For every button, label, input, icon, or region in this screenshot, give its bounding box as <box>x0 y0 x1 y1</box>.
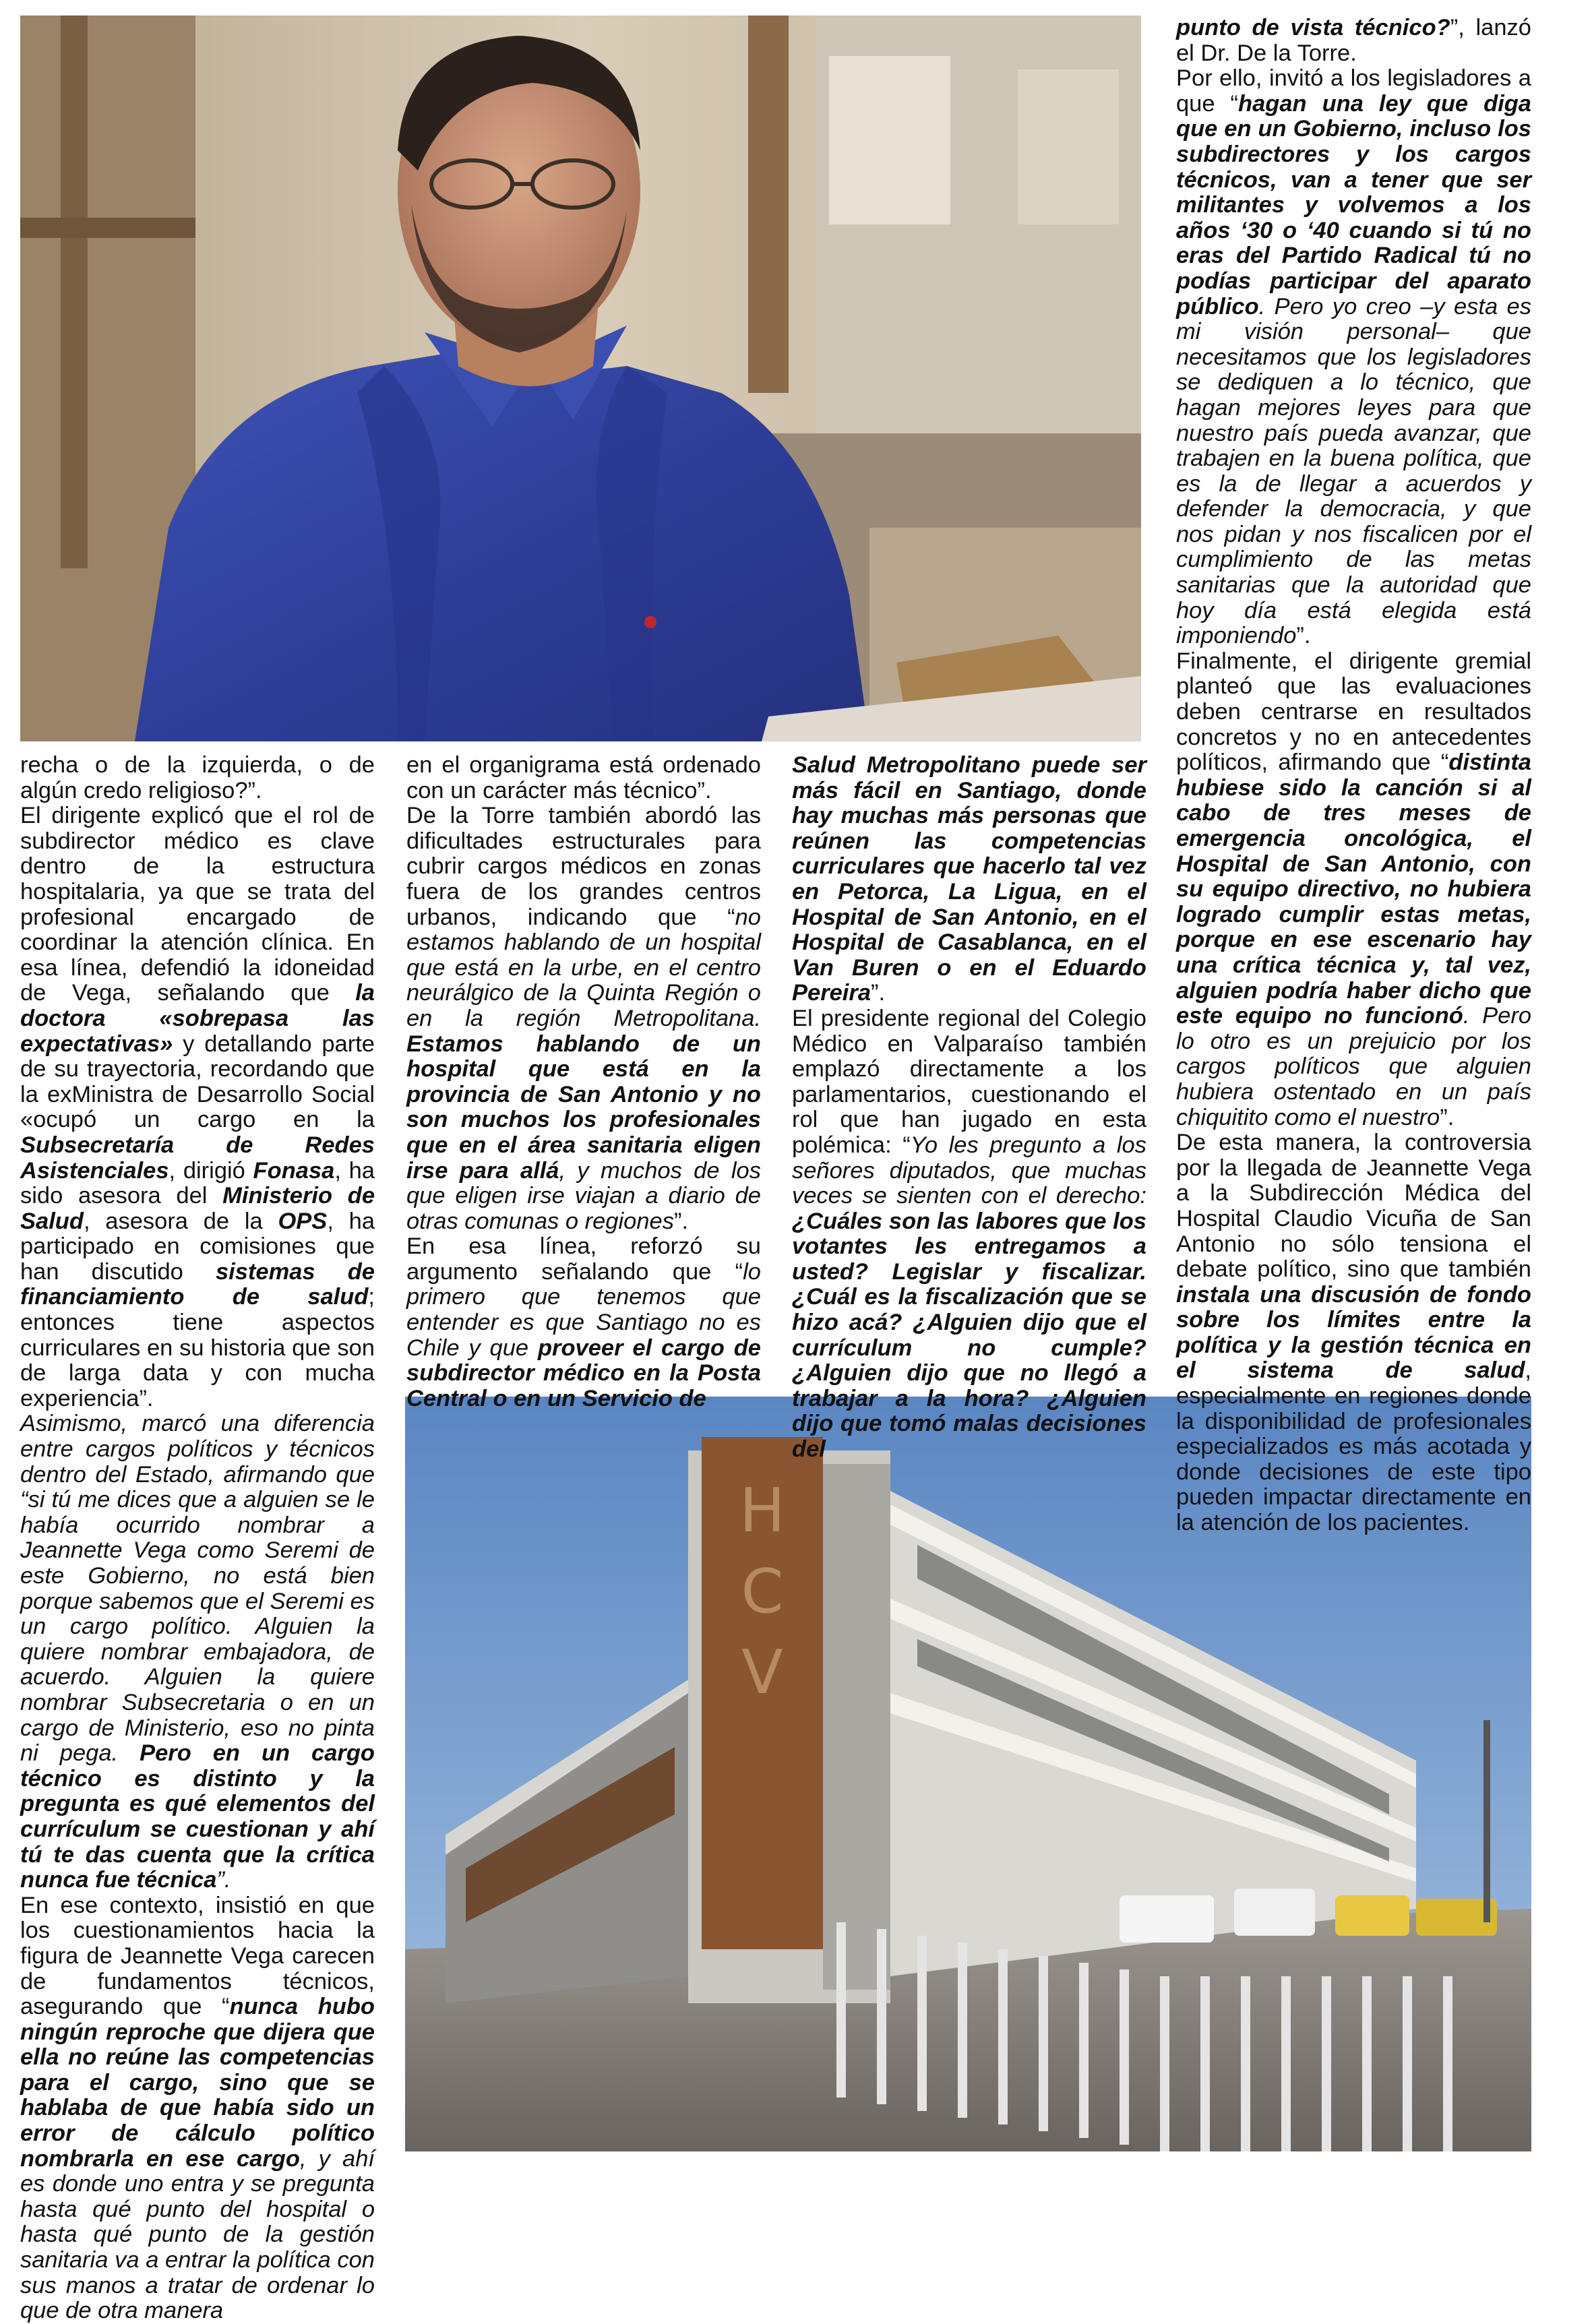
emphasis-text: Ministerio de Salud <box>20 1183 375 1234</box>
emphasis-text: distinta hubiese sido la canción si al cabo de tres meses de emergencia oncológica, el Hospital de San Antonio, con su equipo directivo, no hubiera logrado cumplir estas metas, porque en ese escenario hay una crítica técnica y, tal vez, alguien podría haber dicho que este equipo no funcionó <box>1176 750 1531 1029</box>
facade-letter-c: C <box>741 1556 784 1627</box>
body-text: De la Torre también abordó las dificultades estructurales para cubrir cargos médicos en zonas fuera de los grandes centros urbanos, indicando que “ <box>406 803 761 930</box>
body-text: En esa línea, reforzó su argumento señalando que “ <box>406 1233 761 1285</box>
emphasis-text: hagan una ley que diga que en un Gobierno, incluso los subdirectores y los cargos técnicos, van a tener que ser militantes y volvemos a los años ‘30 o ‘40 cuando si tú no eras del Partido Radical tú no podías participar del aparato público <box>1176 90 1531 319</box>
paragraph <box>1176 66 1531 649</box>
portrait-illustration <box>20 16 1141 741</box>
quote-text: no estamos hablando de un hospital que está en la urbe, en el centro neurálgico de la Quinta Región o en la región Metropolitana. <box>406 904 761 1031</box>
paragraph <box>406 1234 761 1411</box>
emphasis-text: nunca hubo ningún reproche que dijera que ella no reúne las competencias para el cargo, sino que se hablaba de que había sido un error de cálculo político nombrarla en ese cargo <box>20 1994 375 2172</box>
paragraph <box>406 803 761 1234</box>
paragraph <box>20 803 375 1411</box>
paragraph <box>20 1411 375 1893</box>
paragraph <box>20 753 375 803</box>
paragraph <box>406 753 761 803</box>
body-text: De esta manera, la controversia por la llegada de Jeannette Vega a la Subdirección Médica del Hospital Claudio Vicuña de San Antonio no sólo tensiona el debate político, sino que también <box>1176 1130 1531 1283</box>
emphasis-text: Fonasa <box>253 1157 335 1184</box>
body-text: El dirigente explicó que el rol de subdirector médico es clave dentro de la estructura hospitalaria, ya que se trata del profesional encargado de coordinar la atención clínica. En esa línea, defendió la idoneidad de Vega, señalando que <box>20 803 375 1006</box>
facade-letter-v: V <box>741 1637 783 1708</box>
text-column-4 <box>1176 16 1531 1536</box>
body-text: , ha sido asesora del <box>20 1157 375 1209</box>
quote-text: . Pero lo otro es un prejuicio por los cargos políticos que alguien hubiera ostentado en un país chiquitito como el nuestro <box>1176 1003 1532 1130</box>
quote-text: Asimismo, marcó una diferencia entre cargos políticos y técnicos dentro del Estado, afirmando que “si tú me dices que a alguien se le había ocurrido nombrar a Jeannette Vega como Seremi de este Gobierno, no está bien porque sabemos que el Seremi es un cargo político. Alguien la quiere nombrar embajadora, de acuerdo. Alguien la quiere nombrar Subsecretaria o en un cargo de Ministerio, eso no pinta ni pega. <box>20 1411 375 1767</box>
text-column-3 <box>792 753 1146 1463</box>
emphasis-text: Pero en un cargo técnico es distinto y la pregunta es qué elementos del currículum se cuestionan y ahí tú te das cuenta que la crítica nunca fue técnica <box>20 1740 375 1893</box>
facade-letter-h: H <box>739 1475 785 1546</box>
body-text: ; entonces tiene aspectos curriculares en su historia que son de larga data y con mucha experiencia”. <box>20 1284 375 1411</box>
emphasis-text: sistemas de financiamiento de salud <box>20 1258 375 1310</box>
body-text: Por ello, invitó a los legisladores a que “ <box>1176 65 1531 117</box>
body-text: , especialmente en regiones donde la disponibilidad de profesionales especializados es más acotada y donde decisiones de este tipo pueden impactar directamente en la atención de los pacientes. <box>1176 1357 1531 1536</box>
emphasis-text: proveer el cargo de subdirector médico en la Posta Central o en un Servicio de <box>406 1335 761 1411</box>
body-text: , dirigió <box>169 1157 253 1184</box>
body-text: ”. <box>871 980 886 1006</box>
text-column-2 <box>406 753 761 1411</box>
paragraph <box>1176 1130 1531 1536</box>
portrait-photo <box>20 16 1141 741</box>
paragraph <box>1176 16 1531 66</box>
body-text: ”. <box>1296 623 1311 649</box>
body-text: ”. <box>1440 1104 1455 1130</box>
emphasis-text: Subsecretaría de Redes Asistenciales <box>20 1132 375 1184</box>
quote-text: , y muchos de los que eligen irse viajan a diario de otras comunas o regiones <box>406 1157 761 1234</box>
paragraph <box>792 1006 1146 1463</box>
paragraph <box>792 753 1146 1006</box>
body-text: Finalmente, el dirigente gremial planteó que las evaluaciones deben centrarse en resultados concretos y no en antecedentes políticos, afirmando que “ <box>1176 648 1531 776</box>
body-text: y detallando parte de su trayectoria, recordando que la exMinistra de Desarrollo Social «ocupó un cargo en la <box>20 1031 375 1133</box>
body-text: , ha participado en comisiones que han discutido <box>20 1208 375 1285</box>
body-text: recha o de la izquierda, o de algún credo religioso?”. <box>20 752 375 803</box>
emphasis-text: OPS <box>278 1208 328 1234</box>
body-text: En ese contexto, insistió en que los cuestionamientos hacia la figura de Jeannette Vega carecen de fundamentos técnicos, asegurando que “ <box>20 1892 375 2020</box>
body-text: ”, lanzó el Dr. De la Torre. <box>1176 15 1531 66</box>
emphasis-text: Estamos hablando de un hospital que está en la provincia de San Antonio y no son muchos los profesionales que en el área sanitaria eligen irse para allá <box>406 1031 761 1184</box>
emphasis-text: instala una discusión de fondo sobre los límites entre la política y la gestión técnica en el sistema de salud <box>1176 1281 1531 1384</box>
emphasis-text: la doctora «sobrepasa las expectativas» <box>20 980 375 1057</box>
paragraph <box>1176 649 1531 1130</box>
body-text: en el organigrama está ordenado con un carácter más técnico”. <box>406 752 761 803</box>
quote-text: , y ahí es donde uno entra y se pregunta hasta qué punto del hospital o hasta qué punto de la gestión sanitaria va a entrar la política con sus manos a tratar de ordenar lo que de otra manera <box>20 2145 375 2324</box>
emphasis-text: ¿Cuáles son las labores que los votantes les entregamos a usted? Legislar y fiscalizar. ¿Cuál es la fiscalización que se hizo acá? ¿Alguien dijo que el currículum no cumple? ¿Alguien dijo que no llegó a trabajar a la hora? ¿Alguien dijo que tomó malas decisiones del <box>792 1208 1146 1463</box>
paragraph <box>20 1893 375 2324</box>
emphasis-text: Salud Metropolitano puede ser más fácil en Santiago, donde hay muchas más personas que reúnen las competencias curriculares que hacerlo tal vez en Petorca, La Ligua, en el Hospital de San Antonio, en el Hospital de Casablanca, en el Van Buren o en el Eduardo Pereira <box>792 752 1146 1006</box>
body-text: El presidente regional del Colegio Médico en Valparaíso también emplazó directamente a los parlamentarios, cuestionando el rol que han jugado en esta polémica: “ <box>792 1005 1146 1158</box>
quote-text: lo primero que tenemos que entender es que Santiago no es Chile y que <box>406 1258 761 1361</box>
body-text: , asesora de la <box>83 1208 278 1234</box>
quote-text: ”. <box>216 1867 231 1893</box>
quote-text: . Pero yo creo –y esta es mi visión personal– que necesitamos que los legisladores se dediquen a lo técnico, que hagan mejores leyes para que nuestro país pueda avanzar, que trabajen en la buena política, que es la de llegar a acuerdos y defender la democracia, y que nos pidan y nos fiscalicen por el cumplimiento de las metas sanitarias que la autoridad que hoy día está elegida está imponiendo <box>1176 293 1531 649</box>
body-text: ”. <box>673 1208 689 1234</box>
quote-text: Yo les pregunto a los señores diputados, que muchas veces se sienten con el derecho: <box>792 1132 1146 1209</box>
text-column-1 <box>20 753 375 2324</box>
emphasis-text: punto de vista técnico? <box>1176 15 1450 40</box>
